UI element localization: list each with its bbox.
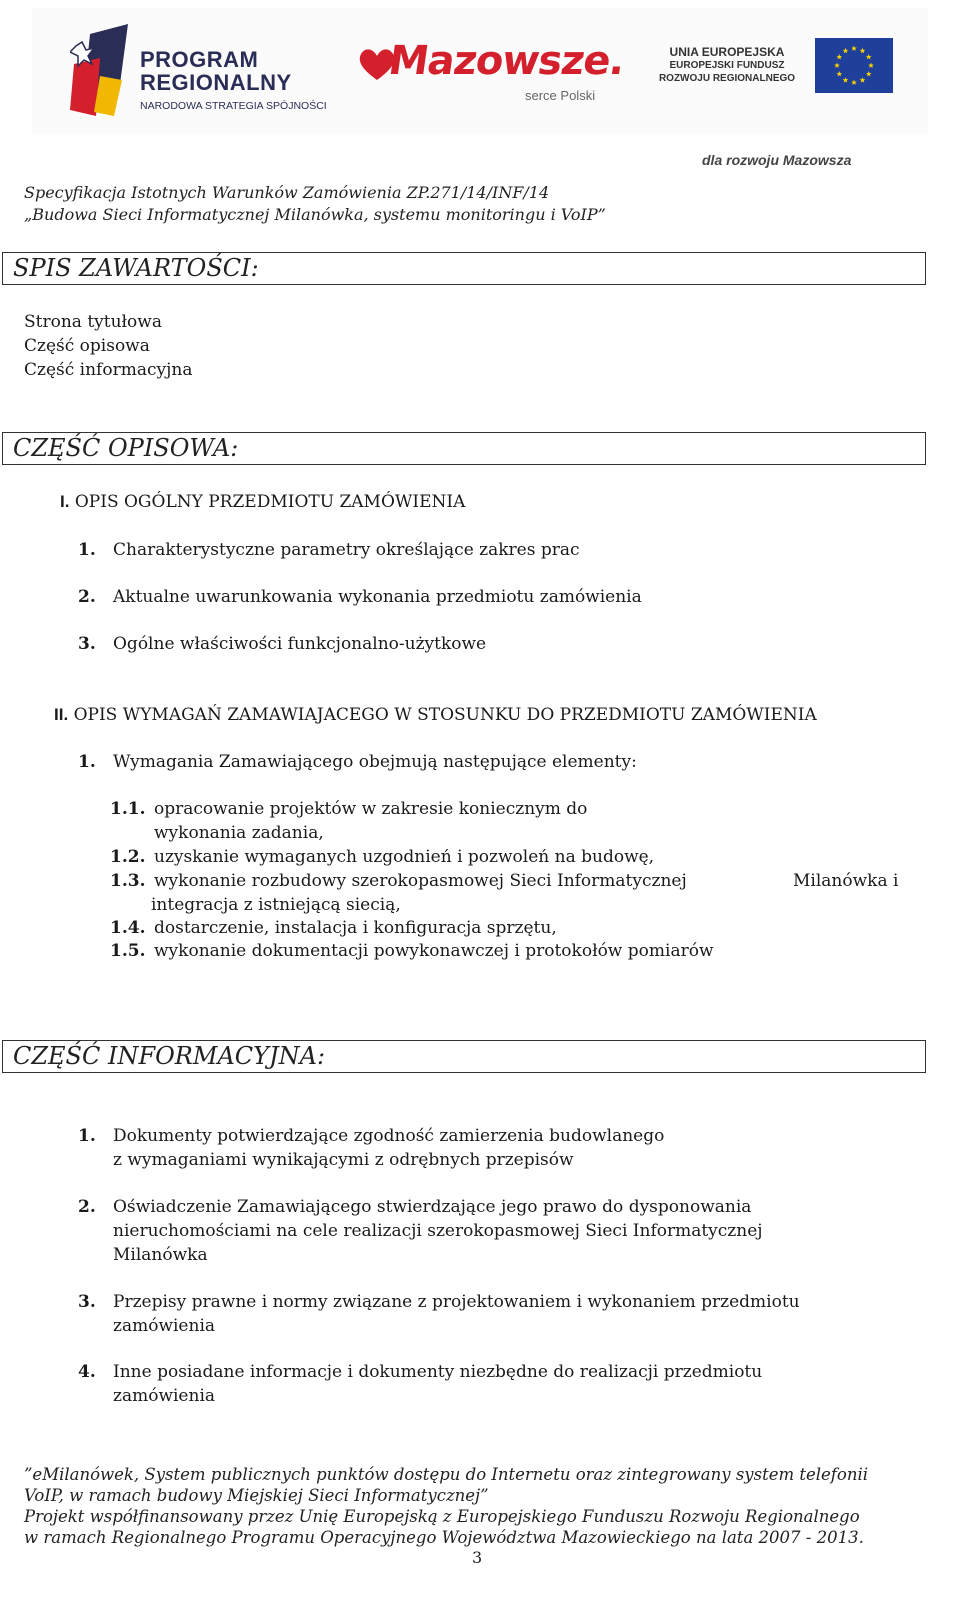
section-ii-heading: II. OPIS WYMAGAŃ ZAMAWIAJACEGO W STOSUNKU DO PRZEDMIOTU ZAMÓWIENIA bbox=[54, 705, 817, 725]
page-number: 3 bbox=[472, 1548, 483, 1567]
sub-list-item: 1.1. opracowanie projektów w zakresie koniecznym do bbox=[110, 799, 588, 819]
spec-reference: Specyfikacja Istotnych Warunków Zamówienia ZP.271/14/INF/14 bbox=[24, 183, 550, 202]
slogan: dla rozwoju Mazowsza bbox=[702, 152, 852, 168]
list-item: 1. Charakterystyczne parametry określające zakres prac bbox=[78, 540, 580, 560]
toc-list bbox=[24, 310, 192, 382]
program-regionalny-subtitle: NARODOWA STRATEGIA SPÓJNOŚCI bbox=[140, 100, 327, 112]
project-title: „Budowa Sieci Informatycznej Milanówka, systemu monitoringu i VoIP” bbox=[24, 205, 606, 224]
sub-list-item: 1.3. wykonanie rozbudowy szerokopasmowej Sieci Informatycznej bbox=[110, 871, 687, 891]
eu-label: UNIA EUROPEJSKA EUROPEJSKI FUNDUSZ ROZWOJU REGIONALNEGO bbox=[658, 45, 796, 84]
opisowa-heading-box: CZĘŚĆ OPISOWA: bbox=[2, 432, 926, 465]
sub-list-item-continuation: integracja z istniejącą siecią, bbox=[151, 895, 401, 915]
document-header bbox=[24, 182, 606, 226]
list-item: 2. Aktualne uwarunkowania wykonania przedmiotu zamówienia bbox=[78, 587, 642, 607]
list-item: 1. Wymagania Zamawiającego obejmują następujące elementy: bbox=[78, 752, 637, 772]
program-regionalny-logo bbox=[70, 24, 330, 120]
mazowsze-logo bbox=[357, 38, 637, 118]
informacyjna-heading-box: CZĘŚĆ INFORMACYJNA: bbox=[2, 1040, 926, 1073]
toc-item: Część informacyjna bbox=[24, 360, 193, 380]
program-regionalny-emblem-icon bbox=[70, 24, 134, 120]
logo-banner bbox=[32, 8, 928, 134]
toc-heading-box: SPIS ZAWARTOŚCI: bbox=[2, 252, 926, 285]
eu-flag-icon bbox=[815, 38, 893, 93]
mazowsze-wordmark: Mazowsze. bbox=[385, 38, 628, 84]
sub-list-item: 1.2. uzyskanie wymaganych uzgodnień i pozwoleń na budowę, bbox=[110, 847, 655, 867]
list-item: 3. Ogólne właściwości funkcjonalno-użytkowe bbox=[78, 634, 487, 654]
mazowsze-subtitle: serce Polski bbox=[525, 88, 596, 103]
toc-item: Strona tytułowa bbox=[24, 312, 162, 332]
eu-logo bbox=[647, 38, 907, 108]
sub-list-item: 1.4. dostarczenie, instalacja i konfiguracja sprzętu, bbox=[110, 918, 557, 938]
section-i-heading: I. OPIS OGÓLNY PRZEDMIOTU ZAMÓWIENIA bbox=[60, 492, 466, 512]
page-footer: ”eMilanówek, System publicznych punktów dostępu do Internetu oraz zintegrowany system telefonii VoIP, w ramach budowy Miejskiej Sieci Informatycznej” Projekt współfinansowany przez Unię Europejską z Europejskiego Funduszu Rozwoju Regionalnego w ramach Regionalnego Programu Operacyjnego Województwa Mazowieckiego na lata 2007 - 2013. bbox=[24, 1465, 869, 1547]
sub-list-item-continuation: Milanówka i bbox=[793, 871, 899, 891]
program-regionalny-wordmark: PROGRAM REGIONALNY bbox=[140, 47, 292, 95]
sub-list-item: 1.5. wykonanie dokumentacji powykonawczej i protokołów pomiarów bbox=[110, 941, 714, 961]
toc-item: Część opisowa bbox=[24, 336, 150, 356]
sub-list-item-continuation: wykonania zadania, bbox=[154, 823, 324, 843]
